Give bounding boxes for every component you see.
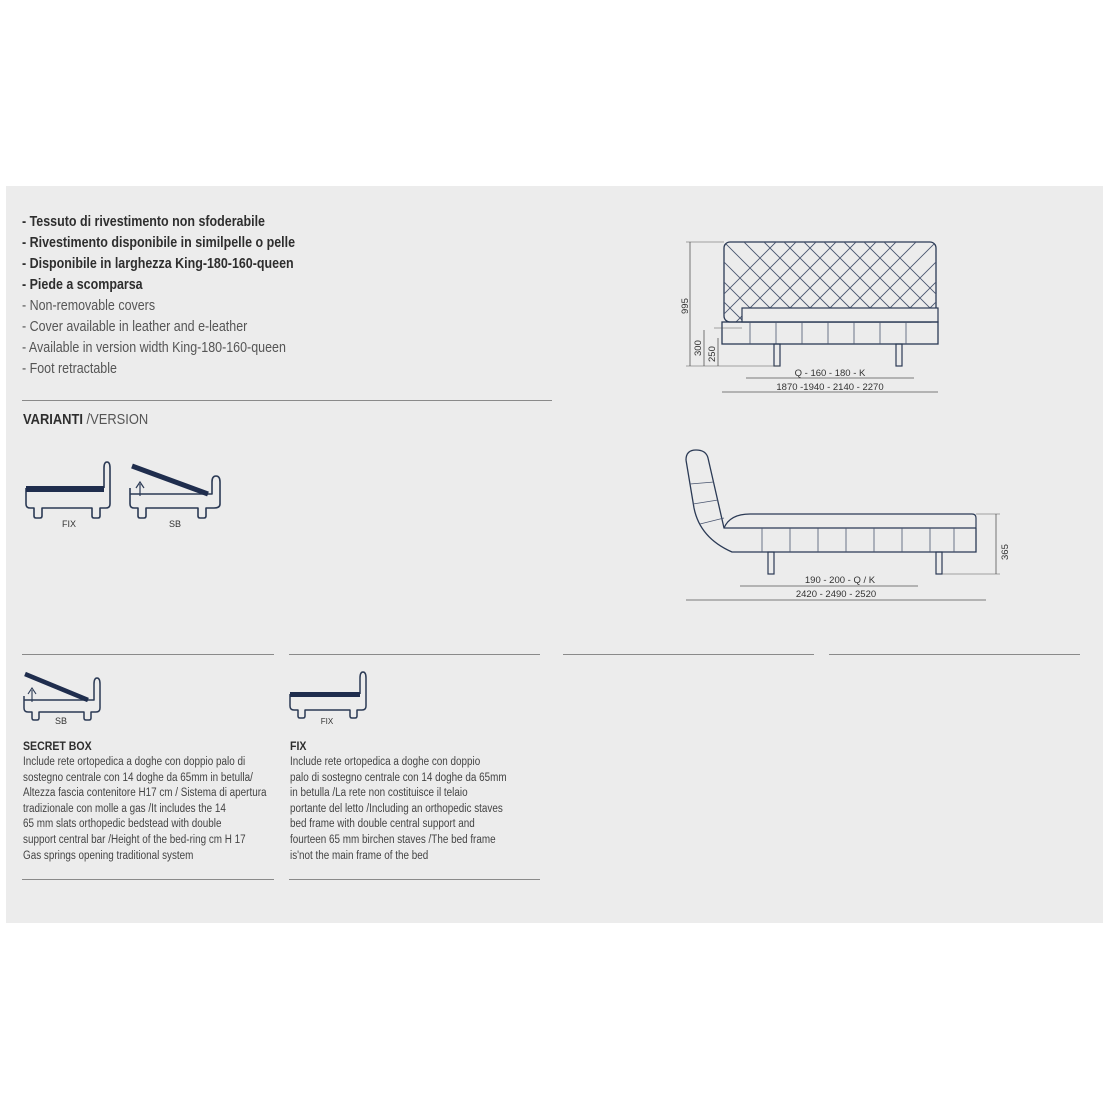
front-height-total: 995 xyxy=(680,298,691,314)
description-line: fourteen 65 mm birchen staves /The bed frame xyxy=(290,833,496,846)
fix-card-description xyxy=(290,755,507,864)
front-widths-label: Q - 160 - 180 - K xyxy=(794,368,866,379)
feature-item: - Disponibile in larghezza King-180-160-queen xyxy=(22,256,294,272)
side-view-drawing xyxy=(680,448,1020,608)
description-line: Include rete ortopedica a doghe con doppio palo di xyxy=(23,756,246,768)
description-line: portante del letto /Including an orthopedic staves xyxy=(290,802,503,815)
secret-box-title: SECRET BOX xyxy=(23,739,92,753)
card-top-rule xyxy=(289,654,540,655)
card-bottom-rule xyxy=(289,879,540,880)
variants-heading xyxy=(23,411,148,428)
description-line: tradizionale con molle a gas /It includes the 14 xyxy=(23,802,226,815)
feature-item: - Available in version width King-180-160-queen xyxy=(22,340,286,356)
front-overall-label: 1870 -1940 - 2140 - 2270 xyxy=(776,382,884,393)
side-height-label: 365 xyxy=(1000,544,1011,560)
description-line: in betulla /La rete non costituisce il telaio xyxy=(290,787,468,800)
feature-list xyxy=(22,212,339,380)
secret-box-icon xyxy=(22,672,107,722)
card-top-rule xyxy=(829,654,1080,655)
sb-variant-label: SB xyxy=(168,519,181,529)
feature-item: - Tessuto di rivestimento non sfoderabile xyxy=(22,214,265,230)
fix-card-title: FIX xyxy=(290,739,307,753)
feature-item: - Rivestimento disponibile in similpelle o pelle xyxy=(22,235,296,251)
description-line: Gas springs opening traditional system xyxy=(23,849,194,862)
description-line: support central bar /Height of the bed-ring cm H 17 xyxy=(23,833,246,846)
variants-heading-light: /VERSION xyxy=(82,411,149,428)
secret-box-description xyxy=(23,755,267,864)
sb-variant-icon xyxy=(128,460,223,522)
secret-box-icon-label: SB xyxy=(54,716,67,726)
card-top-rule xyxy=(22,654,274,655)
front-view-drawing xyxy=(680,238,960,398)
description-line: 65 mm slats orthopedic bedstead with double xyxy=(23,818,222,831)
card-top-rule xyxy=(563,654,814,655)
side-lengths-label: 190 - 200 - Q / K xyxy=(804,575,876,586)
variants-heading-bold: VARIANTI xyxy=(23,411,83,428)
description-line: Include rete ortopedica a doghe con doppio xyxy=(290,756,481,768)
description-line: Altezza fascia contenitore H17 cm / Sistema di apertura xyxy=(23,787,267,800)
description-line: is'not the main frame of the bed xyxy=(290,849,429,862)
description-line: bed frame with double central support and xyxy=(290,818,475,831)
side-overall-label: 2420 - 2490 - 2520 xyxy=(795,589,877,600)
description-line: sostegno centrale con 14 doghe da 65mm in betulla/ xyxy=(23,771,253,784)
feature-item: - Foot retractable xyxy=(22,361,117,377)
description-line: palo di sostegno centrale con 14 doghe da 65mm xyxy=(290,771,507,784)
front-height-base: 250 xyxy=(707,346,718,362)
fix-variant-icon xyxy=(22,460,117,522)
feature-item: - Cover available in leather and e-leather xyxy=(22,319,248,335)
feature-item: - Non-removable covers xyxy=(22,298,156,314)
front-height-bed: 300 xyxy=(693,340,704,356)
section-divider xyxy=(22,400,552,401)
feature-item: - Piede a scomparsa xyxy=(22,277,143,293)
fix-card-icon xyxy=(288,670,373,720)
fix-card-icon-label: FIX xyxy=(320,717,334,726)
fix-variant-label: FIX xyxy=(61,519,76,529)
card-bottom-rule xyxy=(22,879,274,880)
